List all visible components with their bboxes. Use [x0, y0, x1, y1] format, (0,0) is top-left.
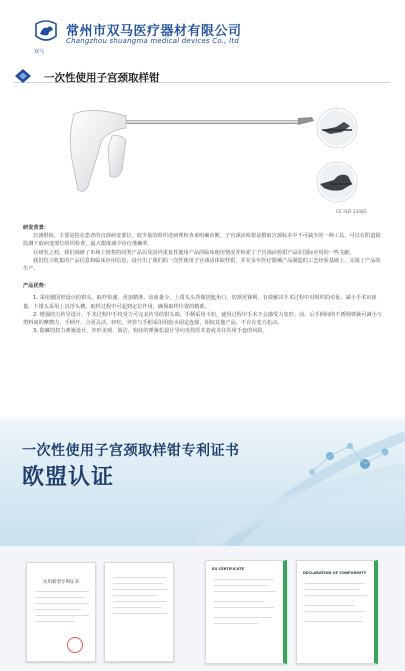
- logo-caption: 双马: [34, 49, 45, 55]
- declaration-of-conformity: [296, 560, 378, 664]
- patent-certificate-title: 实用新型专利证书: [43, 580, 79, 585]
- eu-certificate: [205, 560, 287, 664]
- paragraph-2: 在研发之初，我们调研了市场上销售的同类产品以及国内重复性使用产品的临床使用情况并检索了子宫颈活检钳产品在国际应用的一些文献。: [33, 249, 355, 256]
- patent-certificate-1: [26, 562, 96, 662]
- company-name-en: Changzhou shuangma medical devices Co., ltd: [66, 37, 239, 45]
- forceps-shaft: [122, 120, 300, 124]
- seal-icon: [67, 637, 83, 653]
- section-title-icon: [14, 68, 32, 84]
- patent-certificate-2: [104, 562, 174, 662]
- certificate-gallery: [0, 546, 405, 671]
- page-header: [0, 0, 405, 60]
- heading-advantages: 产品优势：: [23, 283, 49, 290]
- eu-certificate-title: EU CERTIFICATE: [212, 567, 244, 571]
- company-name-cn: 常州市双马医疗器材有限公司: [66, 24, 242, 39]
- banner-subtitle: 欧盟认证: [22, 465, 115, 490]
- banner-title: 一次性使用子宫颈取样钳专利证书: [22, 443, 240, 459]
- declaration-title: DECLARATION OF CONFORMITY: [303, 571, 367, 575]
- company-logo-icon: [32, 18, 60, 48]
- advantage-1: 1. 采用德国形设计的钳头，取样快速、更加精准、出血量少。上钳头头背做钥匙角口，切割更锋利，有效解决手术过程中对组织的牵扯、减小手术出血量。下钳头采用上沉浮头槽，取样过程中可起到定位作用，确保取样位置的精准。: [23, 295, 377, 310]
- product-illustration: [30, 100, 370, 212]
- section-title: 一次性使用子宫颈取样钳: [44, 72, 160, 84]
- advantage-2: 2. 增强的力传导设计，手术过程中手持受力可完美传导给钳头端，手柄采用卡扣，使用过程中手术不会感受力变形。前、后手柄间的不锈钢弹簧可减小与塑料间的摩擦力，手柄开、合更灵活、轻松，外管与手柄采用用胶水固定连接，相较其他产品，不存在变力松动。: [23, 311, 382, 327]
- product-code: CE ISO 13485: [336, 210, 367, 215]
- paragraph-1: 宫颈组检，主要是指在患者的宫颈病变部位，取少量的组织送病理检查来明确诊断。子宫颈活检钳是摄取宫颈标本中不可缺少的一种工具，可以在阴道镜监测下取病变部位组织检查，最大限度减少诊疗准确率。: [23, 233, 381, 248]
- product-description: [23, 223, 385, 335]
- heading-background: 研发背景：: [23, 225, 49, 231]
- forceps-trigger: [108, 136, 126, 178]
- paragraph-3: 我们结合收集的产品信息和临床应用信息，设计出了我们的一次性使用子宫颈活体取样钳，并在多年医疗器械产品制造的工艺经验基础上，完成了产品的生产。: [23, 257, 381, 273]
- advantage-3: 3. 隐藏的扭力弹簧设计，外形美观、简洁，钩状的弹簧松设计导向夹伤医术者或夹住医用手套的风险。: [33, 328, 268, 335]
